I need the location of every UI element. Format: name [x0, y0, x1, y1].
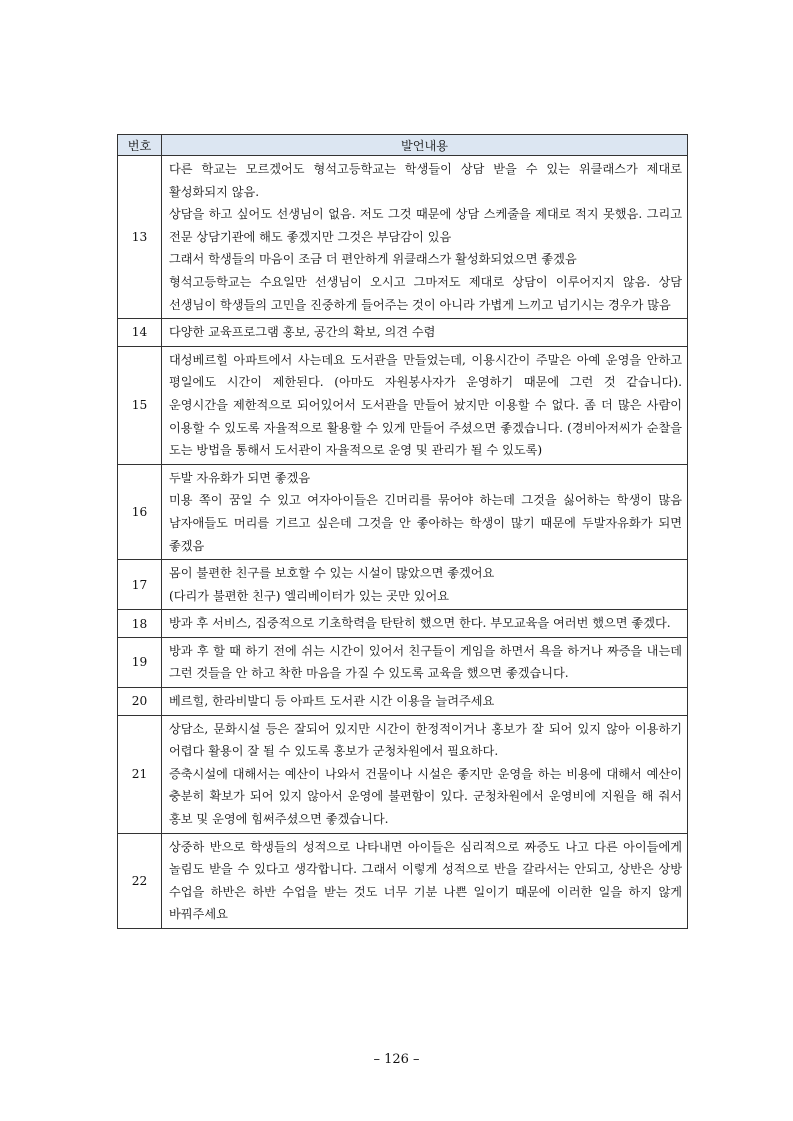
statement-text: 상담소, 문화시설 등은 잘되어 있지만 시간이 한정적이거나 홍보가 잘 되어 있지 않아 이용하기 어렵다 활용이 잘 될 수 있도록 홍보가 군청차원에서 필요하다.	[169, 721, 682, 759]
row-content	[162, 156, 688, 319]
row-number: 17	[118, 560, 162, 610]
statement-text: 대성베르힐 아파트에서 사는데요 도서관을 만들었는데, 이용시간이 주말은 아예 운영을 안하고 평일에도 시간이 제한된다. (아마도 자원봉사자가 운영하기 때문에 그런 것 같습니다). 운영시간을 제한적으로 되어있어서 도서관을 만들어 놨지만 이용할 수 없다. 좀 더 많은 사람이 이용할 수 있도록 자율적으로 활용할 수 있게 만들어 주셨으면 좋겠습니다. (경비아저씨가 순찰을 도는 방법을 통해서 도서관이 자율적으로 운영 및 관리가 될 수 있도록)	[169, 352, 682, 458]
row-content	[162, 346, 688, 464]
row-number: 13	[118, 156, 162, 319]
table-row	[118, 156, 688, 319]
table-row	[118, 560, 688, 610]
statement-text: 상담을 하고 싶어도 선생님이 없음. 저도 그것 때문에 상담 스케줄을 제대로 적지 못했음. 그리고 전문 상담기관에 해도 좋겠지만 그것은 부담감이 있음	[169, 207, 682, 244]
statement-text: 방과 후 할 때 하기 전에 쉬는 시간이 있어서 친구들이 게임을 하면서 욕을 하거나 짜증을 내는데 그런 것들을 안 하고 착한 마음을 가질 수 있도록 교육을 했으면 좋겠습니다.	[169, 643, 682, 681]
row-content	[162, 610, 688, 638]
table-row	[118, 610, 688, 638]
statement-text: 방과 후 서비스, 집중적으로 기초학력을 탄탄히 했으면 한다. 부모교육을 여러번 했으면 좋겠다.	[169, 616, 671, 631]
header-number: 번호	[118, 135, 162, 156]
statement-text: 형석고등학교는 수요일만 선생님이 오시고 그마저도 제대로 상담이 이루어지지 않음. 상담 선생님이 학생들의 고민을 진중하게 들어주는 것이 아니라 가볍게 느끼고 넘기시는 경우가 많음	[169, 274, 682, 312]
row-content	[162, 637, 688, 687]
table-row	[118, 637, 688, 687]
row-content	[162, 560, 688, 610]
row-number: 19	[118, 637, 162, 687]
row-content	[162, 464, 688, 559]
row-content	[162, 715, 688, 833]
statement-table	[117, 134, 688, 929]
row-number: 14	[118, 319, 162, 347]
statement-text: 두발 자유화가 되면 좋겠음	[169, 470, 311, 485]
table-row	[118, 715, 688, 833]
statement-text: 베르힐, 한라비발디 등 아파트 도서관 시간 이용을 늘려주세요	[169, 694, 495, 709]
table-row	[118, 688, 688, 716]
table-header-row	[118, 135, 688, 156]
row-number: 21	[118, 715, 162, 833]
table-row	[118, 833, 688, 928]
row-content	[162, 688, 688, 716]
row-number: 15	[118, 346, 162, 464]
table-row	[118, 319, 688, 347]
table-row	[118, 464, 688, 559]
statement-text: 다양한 교육프로그램 홍보, 공간의 확보, 의견 수렴	[169, 325, 436, 340]
row-number: 16	[118, 464, 162, 559]
statement-text: (다리가 불편한 친구) 엘리베이터가 있는 곳만 있어요	[169, 588, 449, 603]
statement-text: 상중하 반으로 학생들의 성적으로 나타내면 아이들은 심리적으로 짜증도 나고 다른 아이들에게 놀림도 받을 수 있다고 생각합니다. 그래서 이렇게 성적으로 반을 갈라서는 안되고, 상반은 상방 수업을 하반은 하반 수업을 받는 것도 너무 기분 나쁜 일이기 때문에 이러한 일을 하지 않게 바꿔주세요	[169, 839, 682, 922]
table-body	[118, 156, 688, 929]
statement-text: 증축시설에 대해서는 예산이 나와서 건물이나 시설은 좋지만 운영을 하는 비용에 대해서 예산이 충분히 확보가 되어 있지 않아서 운영에 불편함이 있다. 군청차원에서 운영비에 지원을 해 줘서 홍보 및 운영에 힘써주셨으면 좋겠습니다.	[169, 766, 682, 827]
row-content	[162, 833, 688, 928]
statement-text: 다른 학교는 모르겠어도 형석고등학교는 학생들이 상담 받을 수 있는 위클래스가 제대로 활성화되지 않음.	[169, 162, 682, 199]
statement-text: 그래서 학생들의 마음이 조금 더 편안하게 위클래스가 활성화되었으면 좋겠음	[169, 252, 577, 267]
row-number: 20	[118, 688, 162, 716]
statement-text: 몸이 불편한 친구를 보호할 수 있는 시설이 많았으면 좋겠어요	[169, 566, 495, 581]
row-number: 18	[118, 610, 162, 638]
header-content: 발언내용	[162, 135, 688, 156]
statement-text: 미용 쪽이 꿈일 수 있고 여자아이들은 긴머리를 묶어야 하는데 그것을 싫어하는 학생이 많음 남자애들도 머리를 기르고 싶은데 그것을 안 좋아하는 학생이 많기 때문에 두발자유화가 되면 좋겠음	[169, 493, 682, 553]
page-number: – 126 –	[373, 1052, 420, 1067]
row-content	[162, 319, 688, 347]
row-number: 22	[118, 833, 162, 928]
table-row	[118, 346, 688, 464]
